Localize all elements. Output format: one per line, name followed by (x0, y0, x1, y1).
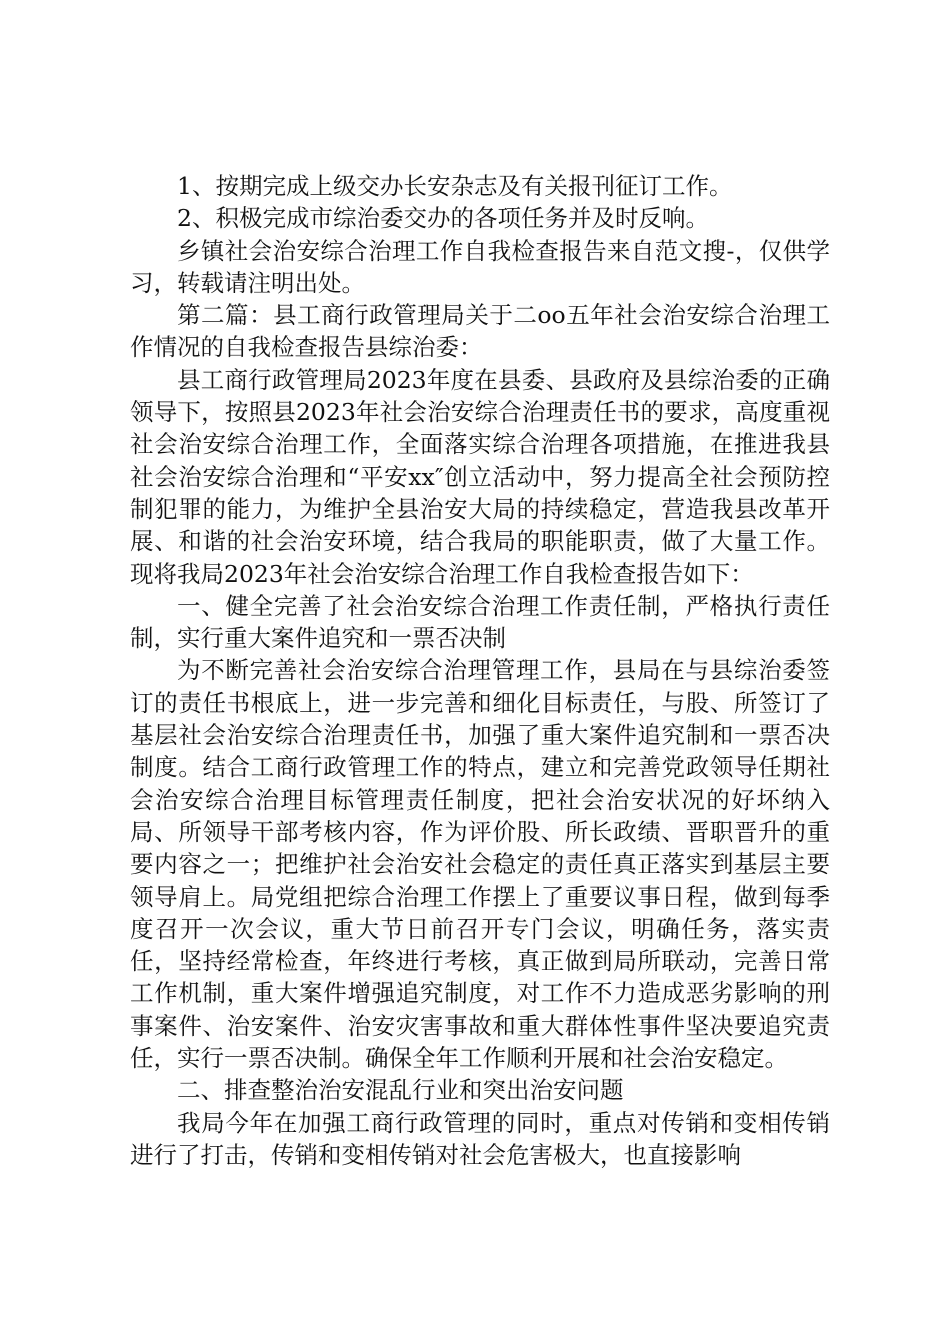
paragraph-section-one-body: 为不断完善社会治安综合治理管理工作，县局在与县综治委签订的责任书根底上，进一步完善和细化目标责任，与股、所签订了基层社会治安综合治理责任书，加强了重大案件追究制和一票否决制度。结合工商行政管理工作的特点，建立和完善党政领导任期社会治安综合治理目标管理责任制度，把社会治安状况的好坏纳入局、所领导干部考核内容，作为评价股、所长政绩、晋职晋升的重要内容之一；把维护社会治安社会稳定的责任真正落实到基层主要领导肩上。局党组把综合治理工作摆上了重要议事日程，做到每季度召开一次会议，重大节日前召开专门会议，明确任务，落实责任，坚持经常检查，年终进行考核，真正做到局所联动，完善日常工作机制，重大案件增强追究制度，对工作不力造成恶劣影响的刑事案件、治安案件、治安灾害事故和重大群体性事件坚决要追究责任，实行一票否决制。确保全年工作顺利开展和社会治安稳定。 (130, 656, 830, 1073)
paragraph-section-two-body: 我局今年在加强工商行政管理的同时，重点对传销和变相传销进行了打击，传销和变相传销对社会危害极大，也直接影响 (130, 1108, 830, 1169)
paragraph-section-two-heading: 二、排查整治治安混乱行业和突出治安问题 (177, 1076, 624, 1105)
paragraph-introduction: 县工商行政管理局2023年度在县委、县政府及县综治委的正确领导下，按照县2023年社会治安综合治理责任书的要求，高度重视社会治安综合治理工作，全面落实综合治理各项措施，在推进我县社会治安综合治理和“平安xx″创立活动中，努力提高全社会预防控制犯罪的能力，为维护全县治安大局的持续稳定，营造我县改革开展、和谐的社会治安环境，结合我局的职能职责，做了大量工作。现将我局2023年社会治安综合治理工作自我检查报告如下： (130, 365, 830, 588)
paragraph-section-one-heading: 一、健全完善了社会治安综合治理工作责任制，严格执行责任制，实行重大案件追究和一票否决制 (130, 591, 830, 653)
paragraph-item-1: 1、按期完成上级交办长安杂志及有关报刊征订工作。 (177, 172, 733, 200)
paragraph-chapter-two-heading: 第二篇：县工商行政管理局关于二oo五年社会治安综合治理工作情况的自我检查报告县综治委： (130, 301, 830, 362)
document-body (130, 170, 830, 1171)
paragraph-item-2: 2、积极完成市综治委交办的各项任务并及时反响。 (177, 204, 709, 233)
paragraph-source-note: 乡镇社会治安综合治理工作自我检查报告来自范文搜-，仅供学习，转载请注明出处。 (130, 236, 830, 297)
